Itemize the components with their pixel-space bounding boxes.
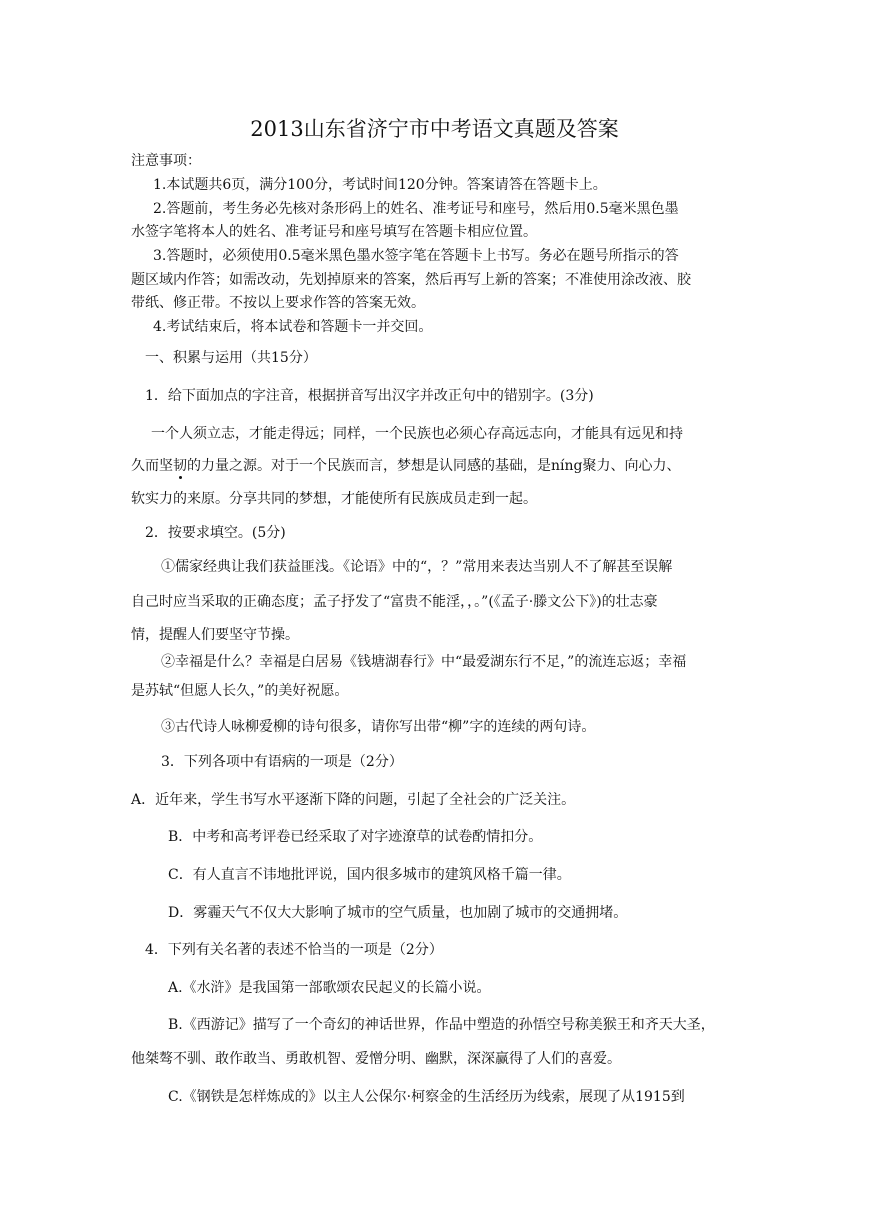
q3-option-a: A．近年来，学生书写水平逐渐下降的问题，引起了全社会的广泛关注。 <box>131 792 576 808</box>
q3-option-b: B．中考和高考评卷已经采取了对字迹潦草的试卷酌情扣分。 <box>168 829 543 845</box>
q1-text-before: 久而坚 <box>131 458 173 474</box>
dotted-char: 韧 <box>173 458 187 474</box>
question-3: 3．下列各项中有语病的一项是（2分） <box>161 754 403 770</box>
notice-item-2-line-2: 水签字笔将本人的姓名、准考证号和座号填写在答题卡相应位置。 <box>131 224 537 240</box>
q3-option-c: C．有人直言不讳地批评说，国内很多城市的建筑风格千篇一律。 <box>168 867 571 883</box>
q1-text-after: 的力量之源。对于一个民族而言，梦想是认同感的基础，是níng聚力、向心力、 <box>187 458 681 474</box>
q2-item-3: ③古代诗人咏柳爱柳的诗句很多，请你写出带“柳”字的连续的两句诗。 <box>161 719 596 735</box>
notice-item-3-line-3: 带纸、修正带。不按以上要求作答的答案无效。 <box>131 295 425 311</box>
q2-item-1-line-3: 情，提醒人们要坚守节操。 <box>131 627 299 643</box>
notice-heading: 注意事项： <box>131 153 201 169</box>
question-2: 2．按要求填空。(5分) <box>145 525 286 541</box>
question-1: 1．给下面加点的字注音，根据拼音写出汉字并改正句中的错别字。(3分) <box>145 388 594 404</box>
q2-item-1-line-2: 自己时应当采取的正确态度；孟子抒发了“富贵不能淫，，。”(《孟子·滕文公下》)的壮志豪 <box>131 594 658 610</box>
q1-passage-line-3: 软实力的来原。分享共同的梦想，才能使所有民族成员走到一起。 <box>131 491 537 507</box>
notice-item-4: 4.考试结束后，将本试卷和答题卡一并交回。 <box>153 319 433 335</box>
q2-item-2-line-1: ②幸福是什么？幸福是白居易《钱塘湖春行》中“最爱湖东行不足，”的流连忘返；幸福 <box>161 654 687 670</box>
document-title: 2013山东省济宁市中考语文真题及答案 <box>250 117 619 141</box>
q1-passage-line-2 <box>131 456 680 476</box>
q4-option-b-line-2: 他桀骜不驯、敢作敢当、勇敢机智、爱憎分明、幽默，深深赢得了人们的喜爱。 <box>131 1051 621 1067</box>
q1-passage-line-1: 一个人须立志，才能走得远；同样，一个民族也必须心存高远志向，才能具有远见和持 <box>151 426 683 442</box>
section-heading-1: 一、积累与运用（共15分） <box>145 350 317 366</box>
q2-item-1-line-1: ①儒家经典让我们获益匪浅。《论语》中的“，？”常用来表达当别人不了解甚至误解 <box>161 559 673 575</box>
notice-item-3-line-1: 3.答题时，必须使用0.5毫米黑色墨水签字笔在答题卡上书写。务必在题号所指示的答 <box>153 248 679 264</box>
question-4: 4．下列有关名著的表述不恰当的一项是（2分） <box>145 942 443 958</box>
q4-option-a: A.《水浒》是我国第一部歌颂农民起义的长篇小说。 <box>168 980 491 996</box>
q2-item-2-line-2: 是苏轼“但愿人长久，”的美好祝愿。 <box>131 683 349 699</box>
notice-item-3-line-2: 题区域内作答；如需改动，先划掉原来的答案，然后再写上新的答案；不准使用涂改液、胶 <box>131 272 691 288</box>
notice-item-1: 1.本试题共6页，满分100分，考试时间120分钟。答案请答在答题卡上。 <box>153 177 607 193</box>
q4-option-b-line-1: B.《西游记》描写了一个奇幻的神话世界，作品中塑造的孙悟空号称美猴王和齐天大圣， <box>168 1017 715 1033</box>
notice-item-2-line-1: 2.答题前，考生务必先核对条形码上的姓名、准考证号和座号，然后用0.5毫米黑色墨 <box>153 201 679 217</box>
q4-option-c-line-1: C.《钢铁是怎样炼成的》以主人公保尔·柯察金的生活经历为线索，展现了从1915到 <box>168 1089 685 1105</box>
q3-option-d: D．雾霾天气不仅大大影响了城市的空气质量，也加剧了城市的交通拥堵。 <box>168 905 628 921</box>
